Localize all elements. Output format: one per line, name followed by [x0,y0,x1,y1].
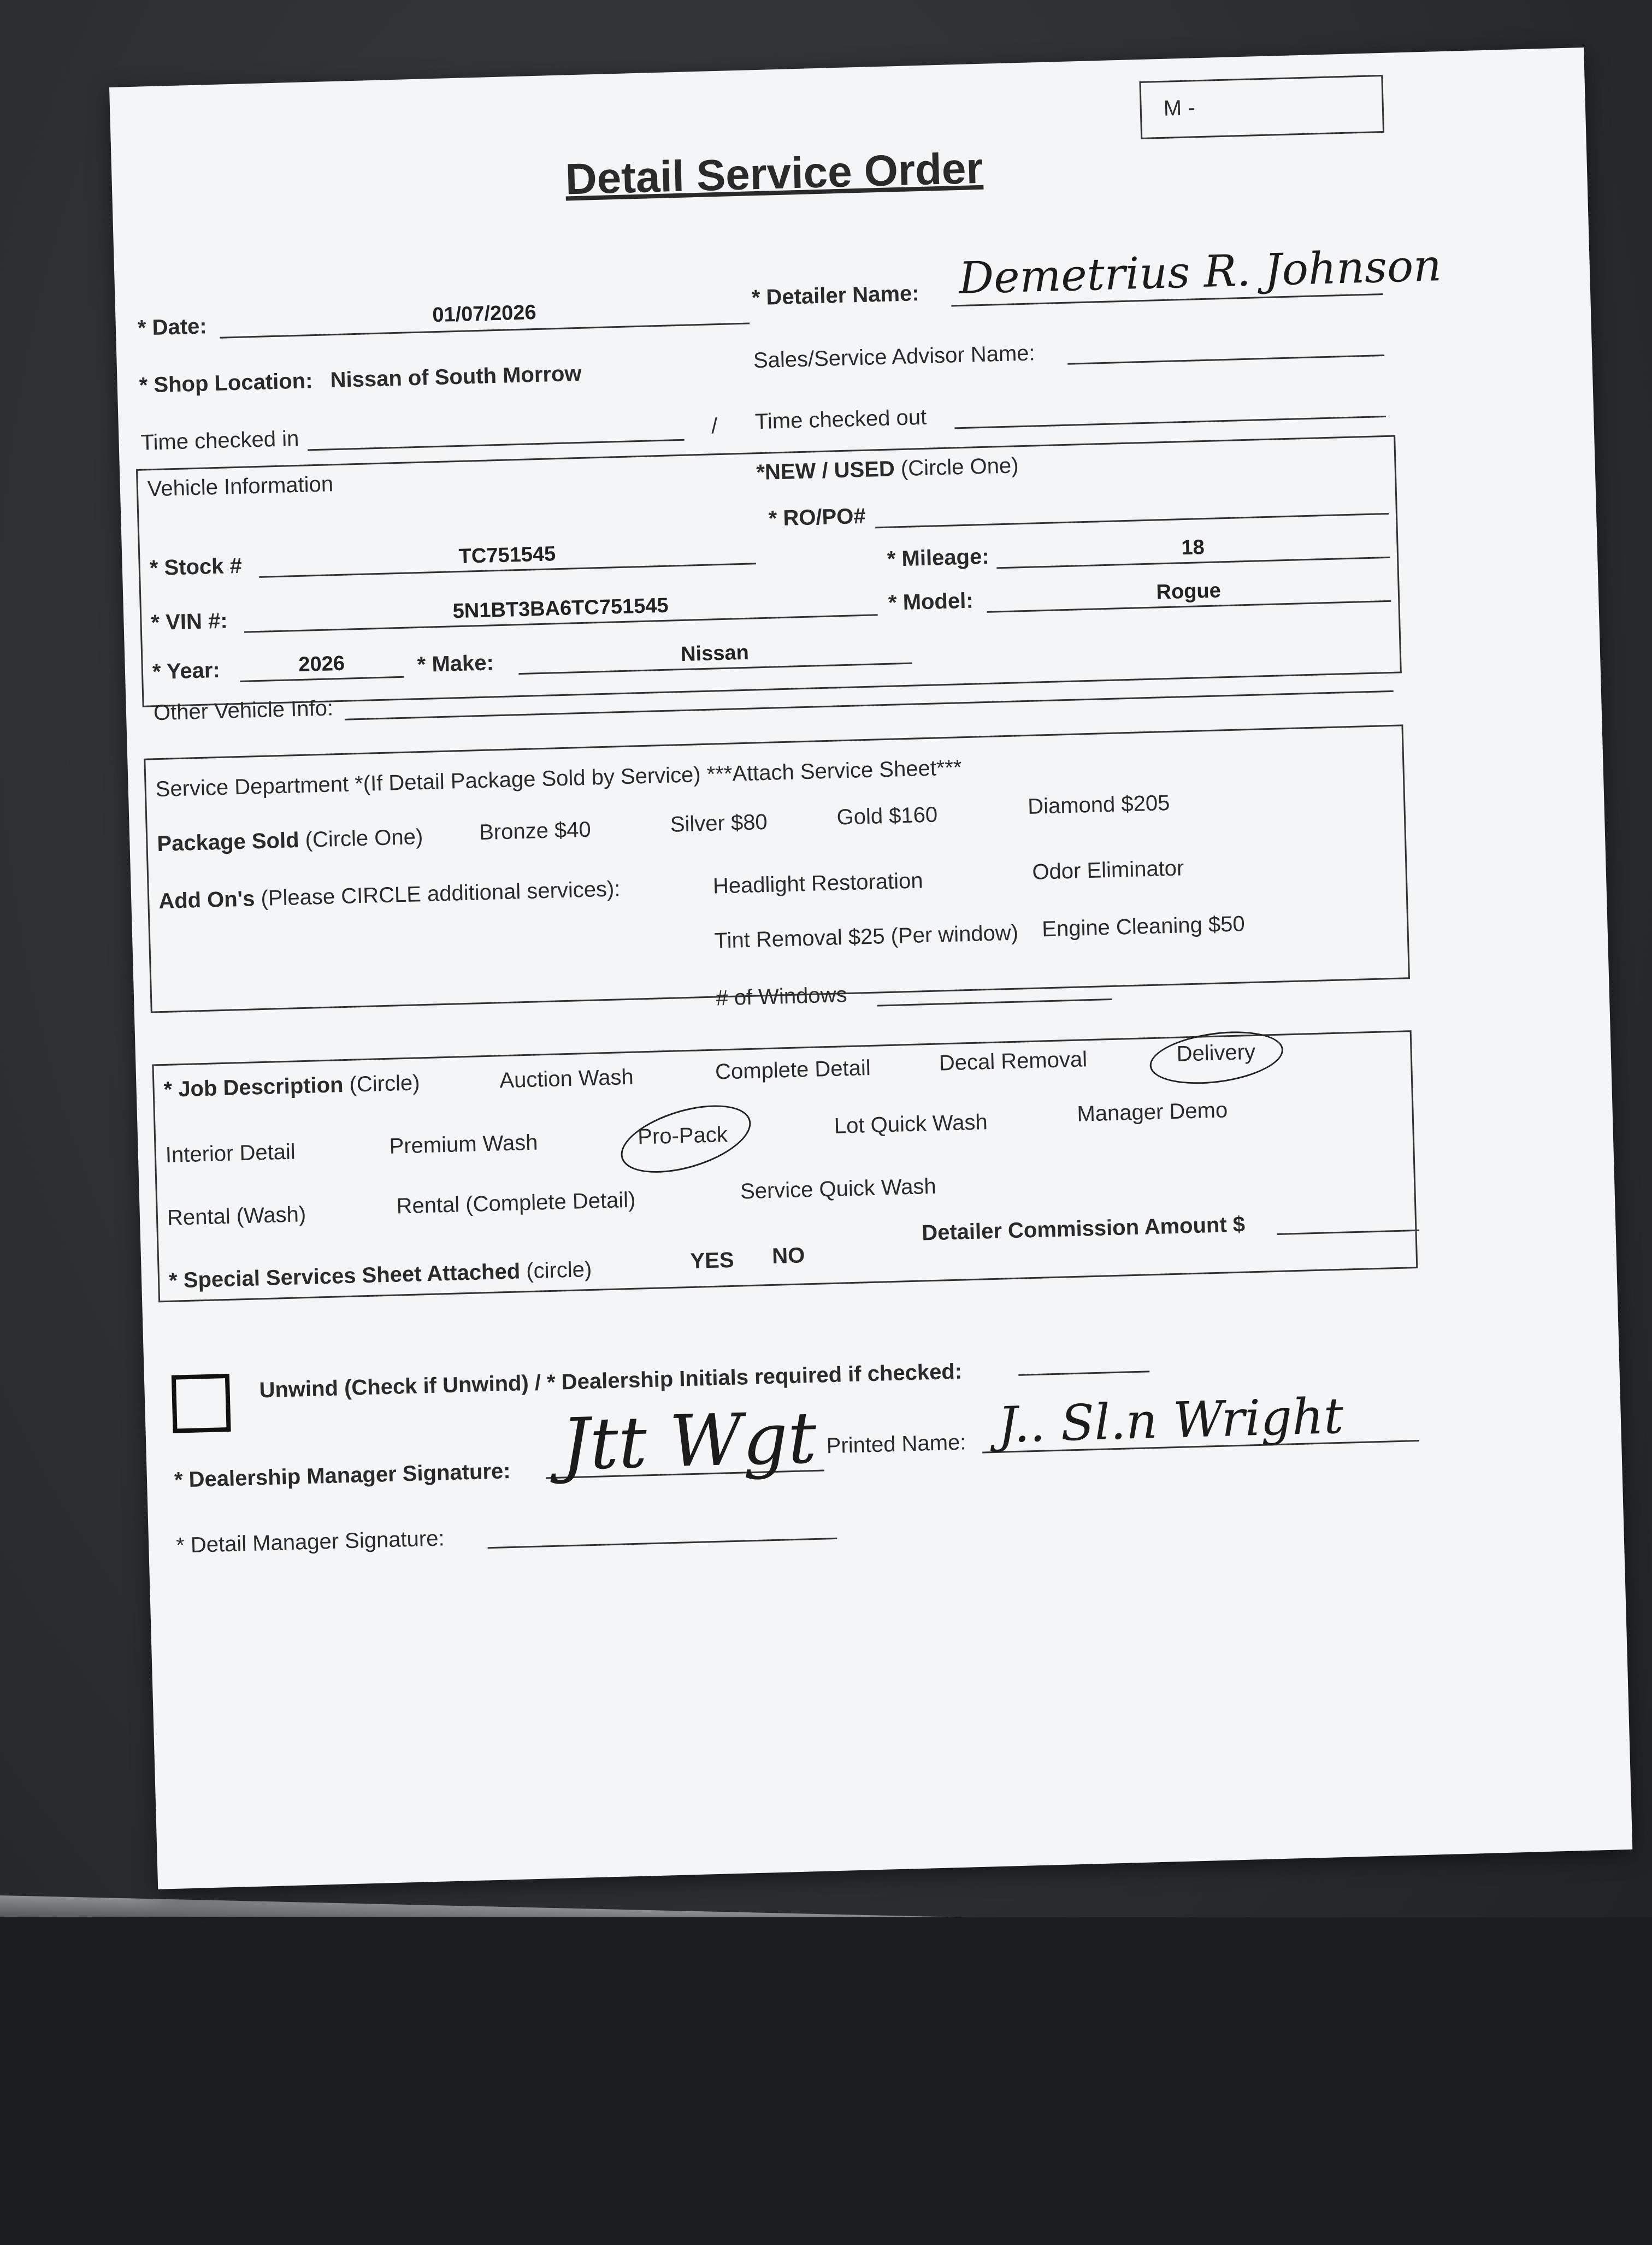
other-vehicle-label: Other Vehicle Info: [153,696,334,725]
advisor-label: Sales/Service Advisor Name: [753,341,1036,373]
form-number-label: M - [1163,96,1196,121]
addon-odor-eliminator[interactable]: Odor Eliminator [1031,856,1184,884]
special-services-yes[interactable]: YES [689,1248,735,1274]
vin-value: 5N1BT3BA6TC751545 [452,594,669,623]
new-used-label[interactable]: *NEW / USED [756,457,895,485]
package-sold-label: Package Sold [156,828,300,856]
dealership-manager-signature: Jtt Wgt [560,1396,818,1486]
addon-engine-cleaning[interactable]: Engine Cleaning $50 [1041,912,1246,942]
unwind-label: Unwind [259,1376,339,1403]
windows-line[interactable] [877,999,1112,1007]
dealership-initials-line[interactable] [1018,1370,1149,1375]
addons-label: Add On's [158,887,256,914]
vehicle-section-label: Vehicle Information [147,472,334,501]
advisor-line[interactable] [1067,355,1384,365]
detail-manager-signature-line[interactable] [488,1538,837,1549]
unwind-hint: (Check if Unwind) / * Dealership Initials required if checked: [344,1359,963,1401]
job-option-rental-complete-detail[interactable]: Rental (Complete Detail) [396,1188,636,1219]
printed-name-label: Printed Name: [826,1430,966,1458]
year-value: 2026 [298,652,345,677]
date-value: 01/07/2026 [432,301,537,327]
special-services-no[interactable]: NO [771,1243,805,1268]
new-used-hint: (Circle One) [900,453,1019,481]
time-out-label: Time checked out [754,405,927,434]
windows-label: # of Windows [715,983,848,1011]
addons-hint: (Please CIRCLE additional services): [260,877,621,911]
package-option-bronze[interactable]: Bronze $40 [479,817,592,845]
model-label: * Model: [888,588,974,615]
time-in-line[interactable] [308,439,685,451]
job-option-pro-pack[interactable]: Pro-Pack [637,1122,728,1149]
special-services-hint: (circle) [526,1257,592,1284]
special-services-label: * Special Services Sheet Attached [168,1259,521,1293]
dealership-manager-signature-label: * Dealership Manager Signature: [174,1459,511,1492]
desk-lower-surface [0,1917,1652,2245]
service-order-sheet [109,48,1632,1889]
package-option-gold[interactable]: Gold $160 [836,802,938,830]
commission-label: Detailer Commission Amount $ [921,1212,1246,1245]
detail-manager-signature-label: * Detail Manager Signature: [175,1526,445,1558]
printed-name-value: J.. Sl.n Wright [997,1387,1344,1454]
stock-value: TC751545 [458,542,556,569]
year-label: * Year: [152,658,221,684]
package-option-diamond[interactable]: Diamond $205 [1027,790,1170,819]
addon-headlight-restoration[interactable]: Headlight Restoration [712,869,924,899]
service-header: Service Department *(If Detail Package Sold by Service) ***Attach Service Sheet*** [155,755,963,802]
stock-label: * Stock # [149,553,243,581]
job-option-manager-demo[interactable]: Manager Demo [1076,1098,1228,1126]
job-option-service-quick-wash[interactable]: Service Quick Wash [740,1174,937,1204]
job-option-delivery[interactable]: Delivery [1176,1039,1256,1066]
addon-tint-removal[interactable]: Tint Removal $25 (Per window) [714,920,1019,953]
time-out-line[interactable] [954,416,1386,429]
mileage-label: * Mileage: [887,544,990,571]
time-in-label: Time checked in [140,426,299,455]
package-option-silver[interactable]: Silver $80 [670,810,768,837]
ro-po-label: * RO/PO# [768,504,866,531]
job-option-lot-quick-wash[interactable]: Lot Quick Wash [834,1110,988,1138]
detailer-name-label: * Detailer Name: [751,281,920,310]
job-option-auction-wash[interactable]: Auction Wash [499,1065,634,1093]
shop-location-value: Nissan of South Morrow [330,361,582,393]
job-description-hint: (Circle) [349,1071,421,1097]
job-option-interior-detail[interactable]: Interior Detail [165,1139,296,1167]
make-value: Nissan [680,641,750,666]
model-value: Rogue [1156,579,1222,604]
job-description-label: * Job Description [163,1073,344,1102]
job-option-rental-wash[interactable]: Rental (Wash) [167,1202,306,1230]
vin-label: * VIN #: [150,608,228,635]
job-option-premium-wash[interactable]: Premium Wash [389,1130,539,1159]
date-label: * Date: [137,314,208,340]
unwind-checkbox[interactable] [172,1374,231,1433]
make-label: * Make: [417,651,494,677]
detailer-signature: Demetrius R. Johnson [958,240,1442,304]
package-sold-hint: (Circle One) [305,824,423,852]
mileage-value: 18 [1181,536,1205,560]
form-title: Detail Service Order [564,143,984,204]
job-option-complete-detail[interactable]: Complete Detail [715,1055,871,1084]
time-separator: / [711,414,718,439]
job-option-decal-removal[interactable]: Decal Removal [939,1047,1088,1076]
shop-location-label: * Shop Location: [139,369,314,398]
form-number-box[interactable] [1139,75,1384,139]
